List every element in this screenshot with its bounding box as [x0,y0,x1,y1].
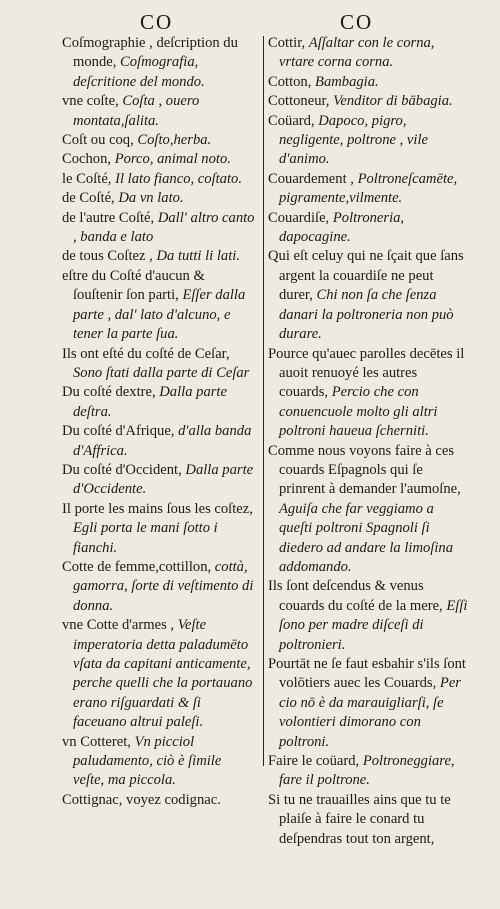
entry-headword: Faire le coüard, [268,753,363,770]
header-right-guide: CO [340,10,374,34]
dictionary-entry [268,577,468,655]
dictionary-entry [268,752,468,791]
entry-translation: Poltroneggiare, fare il poltrone. [279,753,455,789]
entry-translation: Coſta , ouero montata,ſalita. [73,93,200,129]
dictionary-entry [268,791,468,849]
entry-translation: Dalla parte d'Occidente. [73,461,254,498]
entry-headword: Coſt ou coq, [62,132,138,149]
entry-headword: de Coſté, [62,190,119,207]
entry-headword: vn Cotteret, [62,733,135,750]
entry-translation: Aſſaltar con le corna, vrtare corna corna. [279,35,435,71]
header-left-guide: CO [140,10,174,34]
left-column [62,34,256,810]
entry-translation: Da tutti li lati. [156,248,240,265]
entry-headword: Coſmographie , deſcription du monde, [62,35,238,71]
entry-headword: vne coſte, [62,93,123,110]
entry-headword: Du coſté d'Afrique, [62,423,179,440]
entry-headword: Cottignac, voyez codignac. [62,791,221,808]
entry-headword: Comme nous voyons faire à ces couards Eſpagnols qui ſe prinrent à demander l'aumoſne, [268,442,461,498]
entry-headword: le Coſté, [62,170,116,187]
dictionary-entry [62,733,256,791]
entry-translation: Il lato fianco, coſtato. [115,170,242,187]
entry-headword: Du coſté dextre, [62,384,160,401]
entry-headword: Cottir, [268,35,309,51]
entry-headword: Du coſté d'Occident, [62,461,186,478]
dictionary-entry [62,383,256,422]
entry-translation: Dapoco, pigro, negligente, poltrone , vile d'animo. [279,112,429,168]
dictionary-entry [62,791,256,810]
entry-translation: Da vn lato. [118,190,184,207]
entry-translation: Dall' altro canto , banda e lato [73,209,255,246]
entry-translation: Egli porta le mani ſotto i fianchi. [73,520,218,556]
dictionary-entry [268,345,468,442]
entry-translation: Poltroneſcamēte, pigramente,vilmente. [279,170,458,207]
entry-translation: Dalla parte deſtra. [73,384,227,420]
entry-translation: d'alla banda d'Affrica. [73,423,252,459]
entry-translation: Sono ſtati dalla parte di Ceſar [73,364,250,381]
dictionary-entry [268,73,468,92]
entry-translation: Aguiſa che far veggiamo a queſti poltroni Spagnoli ſi diedero ad andare la limoſina addomando. [279,500,454,575]
entry-translation: Coſmografia, deſcritione del mondo. [73,54,205,90]
entry-headword: Il porte les mains ſous les coſtez, [62,500,253,517]
entry-translation: Eſſi ſono per madre diſceſi di poltronieri. [279,597,468,653]
entry-headword: eſtre du Coſté d'aucun & ſouſtenir ſon parti, [62,267,205,304]
entry-translation: Bambagia. [315,73,379,90]
entry-translation: Chi non ſa che ſenza danari la poltroneria non può durare. [279,287,454,343]
entry-headword: vne Cotte d'armes , [62,617,178,634]
dictionary-entry [62,170,256,189]
entry-headword: Couardiſe, [268,209,333,226]
entry-headword: Ils ſont deſcendus & venus couards du coſté de la mere, [268,578,447,614]
entry-headword: Cotton, [268,73,316,90]
dictionary-entry [62,461,256,500]
entry-translation: Venditor di bābagia. [333,93,453,110]
dictionary-entry [268,34,468,73]
entry-translation: Porco, animal noto. [114,151,231,168]
dictionary-entry [62,34,256,92]
entry-headword: de l'autre Coſté, [62,209,158,226]
entry-headword: Cochon, [62,151,115,168]
entry-translation: Per cio nō è da marauigliarſi, ſe volontieri dimorano con poltroni. [279,675,461,750]
dictionary-entry [62,189,256,208]
entry-headword: de tous Coſtez , [62,248,157,265]
dictionary-entry [268,92,468,111]
right-column [268,34,468,849]
dictionary-entry [268,170,468,209]
dictionary-entry [62,422,256,461]
dictionary-entry [268,112,468,170]
entry-headword: Cotte de femme,cottillon, [62,558,215,575]
entry-translation: Coſto,herba. [137,132,212,149]
dictionary-entry [268,442,468,578]
entry-headword: Pourtāt ne ſe faut esbahir s'ils ſont volōtiers auec les Couards, [268,656,466,692]
entry-headword: Cottoneur, [268,93,334,110]
entry-translation: cottà, gamorra, ſorte di veſtimento di donna. [73,558,254,614]
entry-translation: Percio che con conuencuole molto gli altri poltroni haueua ſcherniti. [279,384,438,440]
dictionary-entry [62,150,256,169]
dictionary-entry [268,209,468,248]
entry-translation: Eſſer dalla parte , dal' lato d'alcuno, e tener la parte ſua. [73,287,246,343]
dictionary-entry [62,558,256,616]
entry-translation: Veſte imperatoria detta paladumēto vſata da capitani anticamente, perche quelli che la portauano erano riſguardati & ſi faceuano altrui paleſi. [73,617,253,731]
dictionary-entry [62,209,256,248]
dictionary-entry [62,247,256,266]
dictionary-entry [268,247,468,344]
dictionary-entry [62,345,256,384]
entry-headword: Pource qu'auec parolles decētes il auoit renuoyé les autres couards, [268,345,465,401]
dictionary-entry [62,131,256,150]
dictionary-entry [62,616,256,732]
column-divider [263,36,264,766]
dictionary-entry [62,92,256,131]
entry-headword: Qui eſt celuy qui ne ſçait que ſans argent la couardiſe ne peut durer, [268,248,464,304]
entry-headword: Si tu ne trauailles ains que tu te plaiſe à faire le conard tu deſpendras tout ton argent, [268,791,451,847]
entry-translation: Vn picciol paludamento, ciò è ſimile veſte, ma piccola. [73,733,222,789]
entry-headword: Couardement , [268,170,358,187]
entry-headword: Ils ont eſté du coſté de Ceſar, [62,345,230,362]
entry-translation: Poltroneria, dapocagine. [279,209,405,246]
dictionary-entry [62,500,256,558]
entry-headword: Coüard, [268,112,319,129]
dictionary-entry [268,655,468,752]
dictionary-entry [62,267,256,345]
